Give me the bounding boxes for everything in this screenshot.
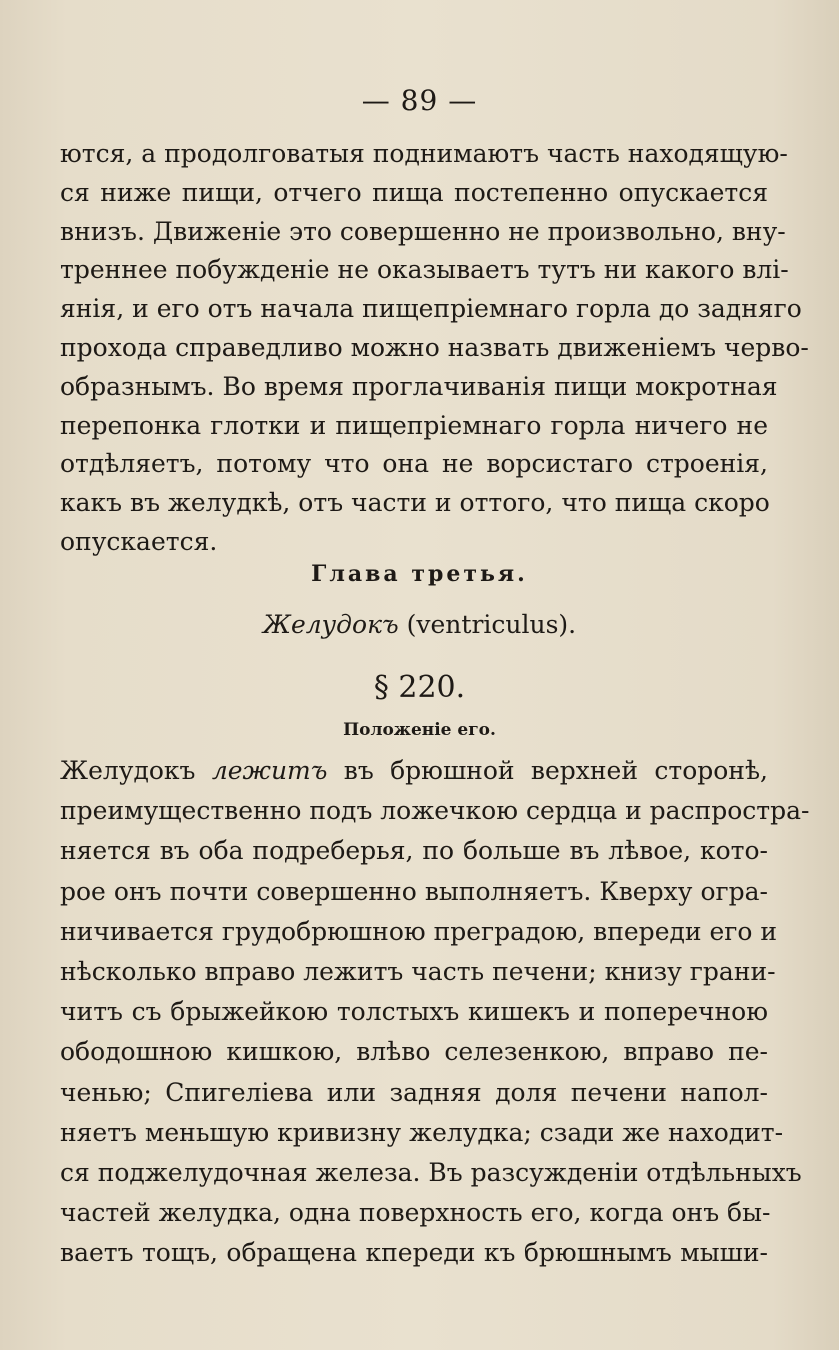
text-line: ничивается грудобрюшною преградою, впереди его и <box>60 916 778 946</box>
text-line: ся поджелудочная железа. Въ разсужденіи отдѣльныхъ <box>60 1157 802 1187</box>
text-line: ободошною кишкою, влѣво селезенкою, вправо пе- <box>60 1037 768 1067</box>
page-number: — 89 — <box>361 84 478 117</box>
text-line: опускается. <box>60 526 218 556</box>
text-line: какъ въ желудкѣ, отъ части и оттого, что пища скоро <box>60 488 770 518</box>
paragraph-stomach-position <box>60 751 810 1273</box>
text-line: частей желудка, одна поверхность его, когда онъ бы- <box>60 1198 771 1228</box>
text-line: читъ съ брыжейкою толстыхъ кишекъ и поперечною <box>60 997 768 1027</box>
section-heading: Положеніе его. <box>343 720 496 740</box>
organ-name-russian: Желудокъ <box>262 610 399 639</box>
text-run: Желудокъ <box>60 756 196 785</box>
text-line-first <box>60 751 768 791</box>
text-line: ются, а продолговатыя поднимаютъ часть находящую- <box>60 139 788 168</box>
text-line: образнымъ. Во время проглачиванія пищи мокротная <box>60 371 778 401</box>
organ-title <box>0 610 839 639</box>
text-line: ваетъ тощъ, обращена кпереди къ брюшнымъ мыши- <box>60 1238 768 1268</box>
text-line: внизъ. Движеніе это совершенно не произвольно, вну- <box>60 216 786 246</box>
text-line: ченью; Спигеліева или задняя доля печени напол- <box>60 1077 768 1107</box>
text-line: нѣсколько вправо лежитъ часть печени; книзу грани- <box>60 956 776 986</box>
text-line: отдѣляетъ, потому что она не ворсистаго строенія, <box>60 449 768 479</box>
text-run-italic: лежитъ <box>211 756 328 785</box>
text-line: янія, и его отъ начала пищепріемнаго горла до задняго <box>60 294 802 324</box>
text-run: въ брюшной верхней сторонѣ, <box>343 756 768 785</box>
text-line: треннее побужденіе не оказываетъ тутъ ни какого влі- <box>60 255 789 285</box>
text-line: няется въ оба подреберья, по больше въ лѣвое, кото- <box>60 836 768 866</box>
text-line: прохода справедливо можно назвать движеніемъ черво- <box>60 332 809 362</box>
text-line: преимущественно подъ ложечкою сердца и распростра- <box>60 796 810 826</box>
paragraph-swallowing <box>60 135 809 562</box>
chapter-title: Глава третья. <box>311 561 528 587</box>
text-line: рое онъ почти совершенно выполняетъ. Кверху огра- <box>60 876 768 906</box>
section-number: § 220. <box>373 670 466 705</box>
text-line: няетъ меньшую кривизну желудка; сзади же находит- <box>60 1117 784 1147</box>
text-line: ся ниже пищи, отчего пища постепенно опускается <box>60 177 768 207</box>
organ-name-latin: (ventriculus). <box>406 610 577 639</box>
text-line: перепонка глотки и пищепріемнаго горла ничего не <box>60 410 768 440</box>
